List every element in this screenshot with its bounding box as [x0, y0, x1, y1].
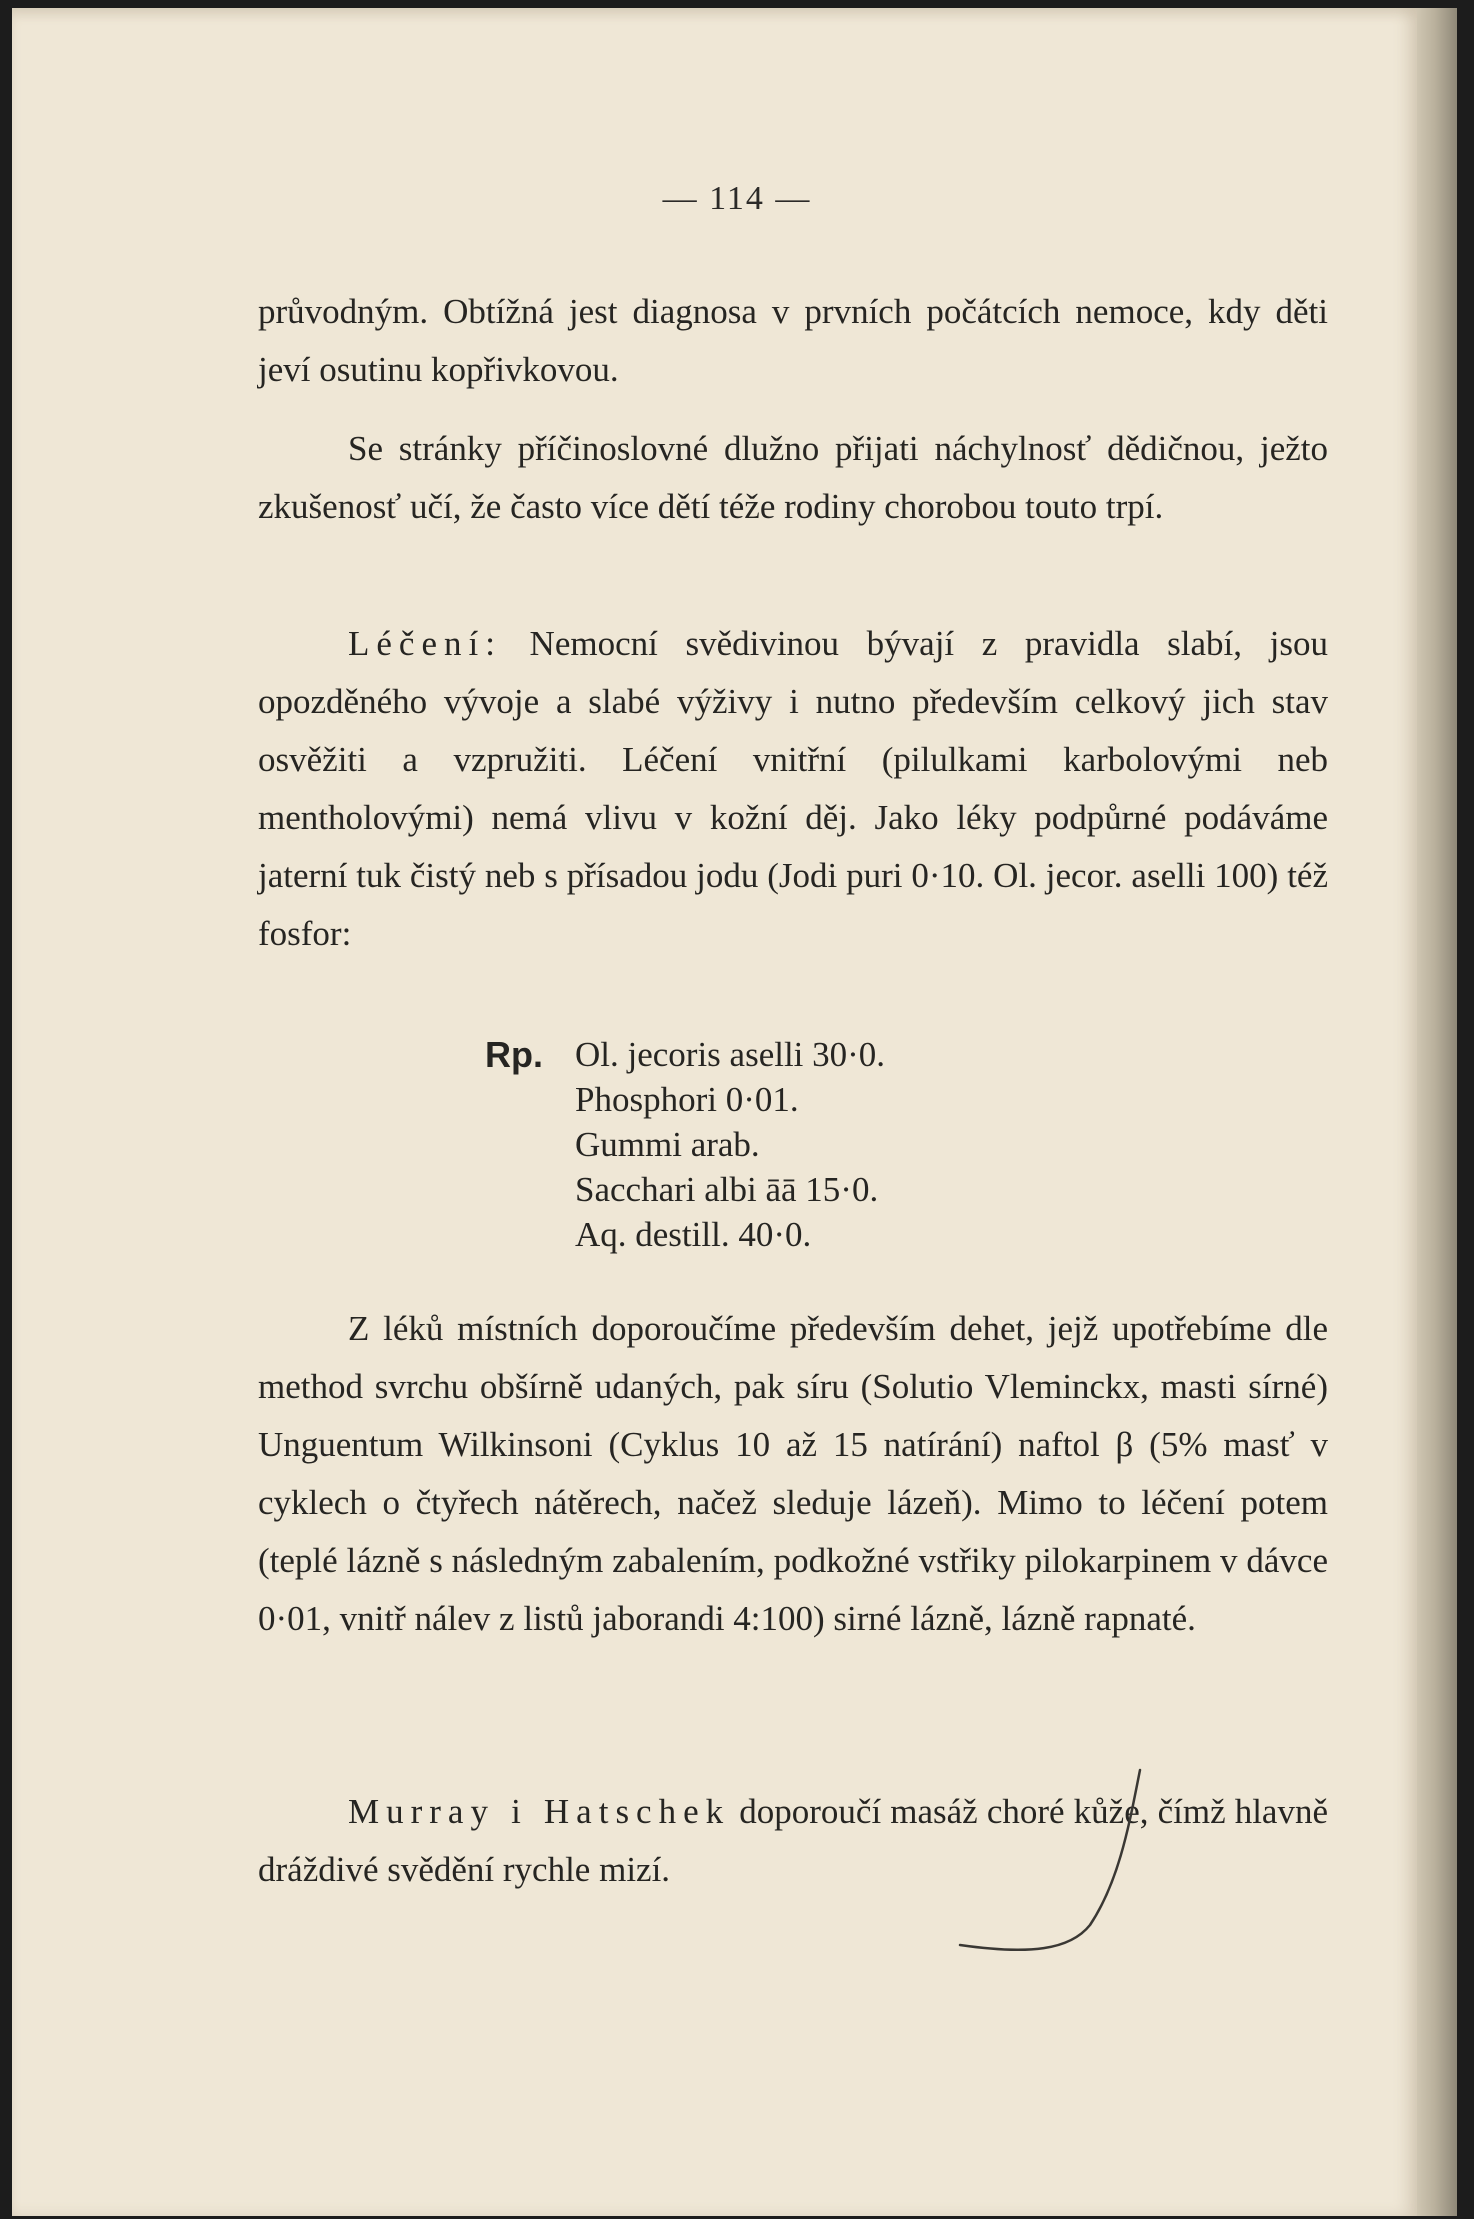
paragraph-4-block	[258, 1300, 1328, 1648]
prescription-label: Rp.	[485, 1034, 543, 1075]
paragraph-1-block	[258, 283, 1328, 399]
paragraph-4: Z léků místních doporoučíme především dehet, jejž upotřebíme dle method svrchu obšírně udaných, pak síru (Solutio Vleminckx, masti sírné) Unguentum Wilkinsoni (Cyklus 10 až 15 natírání) naftol β (5% masť v cyklech o čtyřech nátěrech, načež sleduje lázeň). Mimo to léčení potem (teplé lázně s následným zabalením, podkožné vstřiky pilokarpinem v dávce 0·01, vnitř nálev z listů jaborandi 4:100) sirné lázně, lázně rapnaté.	[258, 1309, 1328, 1638]
prescription-line: Phosphori 0·01.	[575, 1080, 799, 1119]
paragraph-3-block	[258, 615, 1328, 963]
paragraph-1: průvodným. Obtížná jest diagnosa v prvních počátcích nemoce, kdy děti jeví osutinu kopřivkovou.	[258, 292, 1328, 389]
prescription-line: Gummi arab.	[575, 1125, 760, 1164]
paragraph-5-text: doporoučí masáž choré kůže, čímž hlavně dráždivé svědění rychle mizí.	[258, 1792, 1329, 1889]
prescription-list	[485, 1032, 885, 1257]
paragraph-3-text: Nemocní svědivinou bývají z pravidla slabí, jsou opozděného vývoje a slabé výživy i nutno především celkový jich stav osvěžiti a vzpružiti. Léčení vnitřní (pilulkami karbolovými neb mentholovými) nemá vlivu v kožní děj. Jako léky podpůrné podáváme jaterní tuk čistý neb s přísadou jodu (Jodi puri 0·10. Ol. jecor. aselli 100) též fosfor:	[258, 624, 1328, 953]
prescription-line: Ol. jecoris aselli 30·0.	[575, 1035, 886, 1074]
page-number: — 114 —	[662, 180, 812, 217]
page-edge-shadow	[1417, 8, 1457, 2216]
paragraph-2-block	[258, 420, 1328, 536]
prescription-block	[485, 1032, 885, 1257]
treatment-heading: Léčení:	[348, 624, 502, 663]
prescription-line: Sacchari albi āā 15·0.	[575, 1170, 879, 1209]
author-names: Murray i Hatschek	[348, 1792, 731, 1831]
prescription-line: Aq. destill. 40·0.	[575, 1215, 812, 1254]
pencil-mark-icon	[950, 1760, 1180, 1960]
paragraph-3	[258, 615, 1328, 963]
paragraph-2: Se stránky příčinoslovné dlužno přijati náchylnosť dědičnou, ježto zkušenosť učí, že často více dětí téže rodiny chorobou touto trpí.	[258, 429, 1328, 526]
